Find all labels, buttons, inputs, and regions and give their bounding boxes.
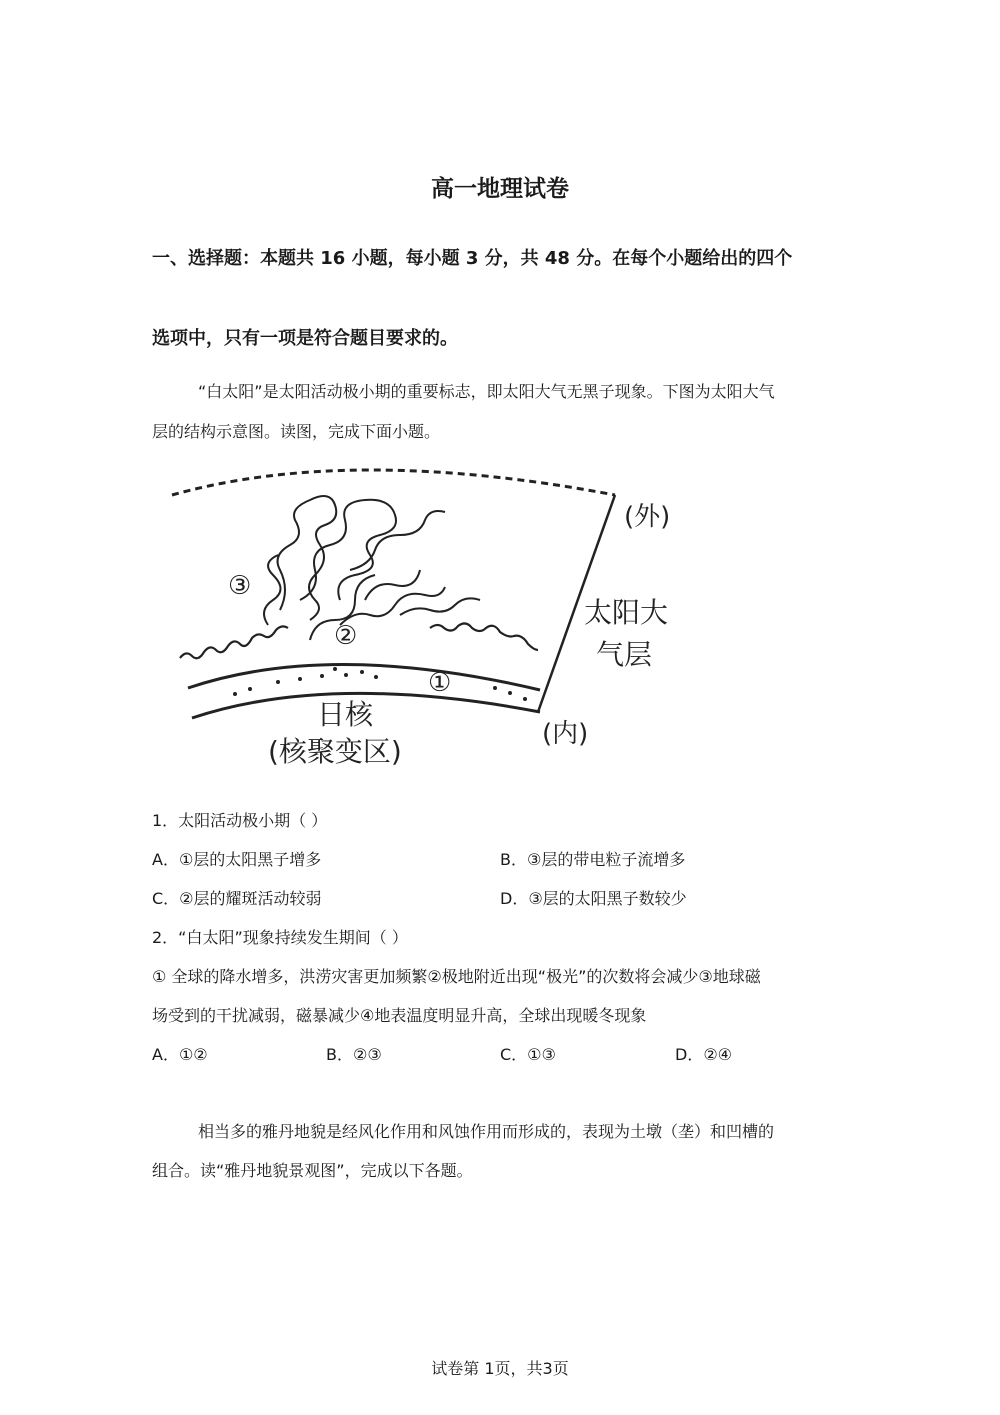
corona-tendrils [264, 496, 480, 640]
section-heading-line1: 一、选择题：本题共 16 小题，每小题 3 分，共 48 分。在每个小题给出的四个 [152, 248, 793, 269]
label-core-2: (核聚变区) [268, 735, 402, 768]
passage1-line2: 层的结构示意图。读图，完成下面小题。 [152, 422, 441, 441]
label-outer: (外) [624, 502, 671, 532]
solar-atmosphere-diagram [150, 450, 710, 780]
chromosphere-wave [180, 623, 538, 658]
q2-option-d: D．②④ [675, 1045, 733, 1064]
q2-option-c: C．①③ [500, 1045, 556, 1064]
section-heading-line2: 选项中，只有一项是符合题目要求的。 [152, 328, 458, 349]
q1-option-c: C．②层的耀斑活动较弱 [152, 889, 322, 908]
outer-boundary-dashed [172, 470, 615, 495]
label-atmosphere-2: 气层 [596, 638, 653, 671]
photosphere-dots [233, 667, 527, 701]
page-footer: 试卷第 1页，共3页 [431, 1359, 569, 1378]
label-inner: (内) [542, 719, 589, 749]
q2-statement-line2: 场受到的干扰减弱，磁暴减少④地表温度明显升高，全球出现暖冬现象 [152, 1006, 647, 1025]
q2-stem: 2．“白太阳”现象持续发生期间（ ） [152, 928, 408, 947]
marker-1: ① [428, 668, 452, 698]
q1-option-a: A．①层的太阳黑子增多 [152, 850, 322, 869]
q1-option-b: B．③层的带电粒子流增多 [500, 850, 686, 869]
q2-statement-line1: ① 全球的降水增多，洪涝灾害更加频繁②极地附近出现“极光”的次数将会减少③地球磁 [152, 967, 761, 986]
passage2-line2: 组合。读“雅丹地貌景观图”，完成以下各题。 [152, 1161, 473, 1180]
photosphere-upper-arc [188, 664, 540, 690]
q2-option-b: B．②③ [326, 1045, 382, 1064]
q1-option-d: D．③层的太阳黑子数较少 [500, 889, 687, 908]
passage2-line1: 相当多的雅丹地貌是经风化作用和风蚀作用而形成的，表现为土墩（垄）和凹槽的 [198, 1122, 775, 1141]
q2-option-a: A．①② [152, 1045, 208, 1064]
q1-stem: 1．太阳活动极小期（ ） [152, 811, 328, 830]
label-atmosphere-1: 太阳大 [584, 596, 669, 629]
marker-2: ② [334, 621, 358, 651]
marker-3: ③ [228, 571, 252, 601]
passage1-line1: “白太阳”是太阳活动极小期的重要标志，即太阳大气无黑子现象。下图为太阳大气 [198, 382, 775, 401]
label-core-1: 日核 [317, 698, 374, 731]
page-title: 高一地理试卷 [431, 176, 569, 202]
